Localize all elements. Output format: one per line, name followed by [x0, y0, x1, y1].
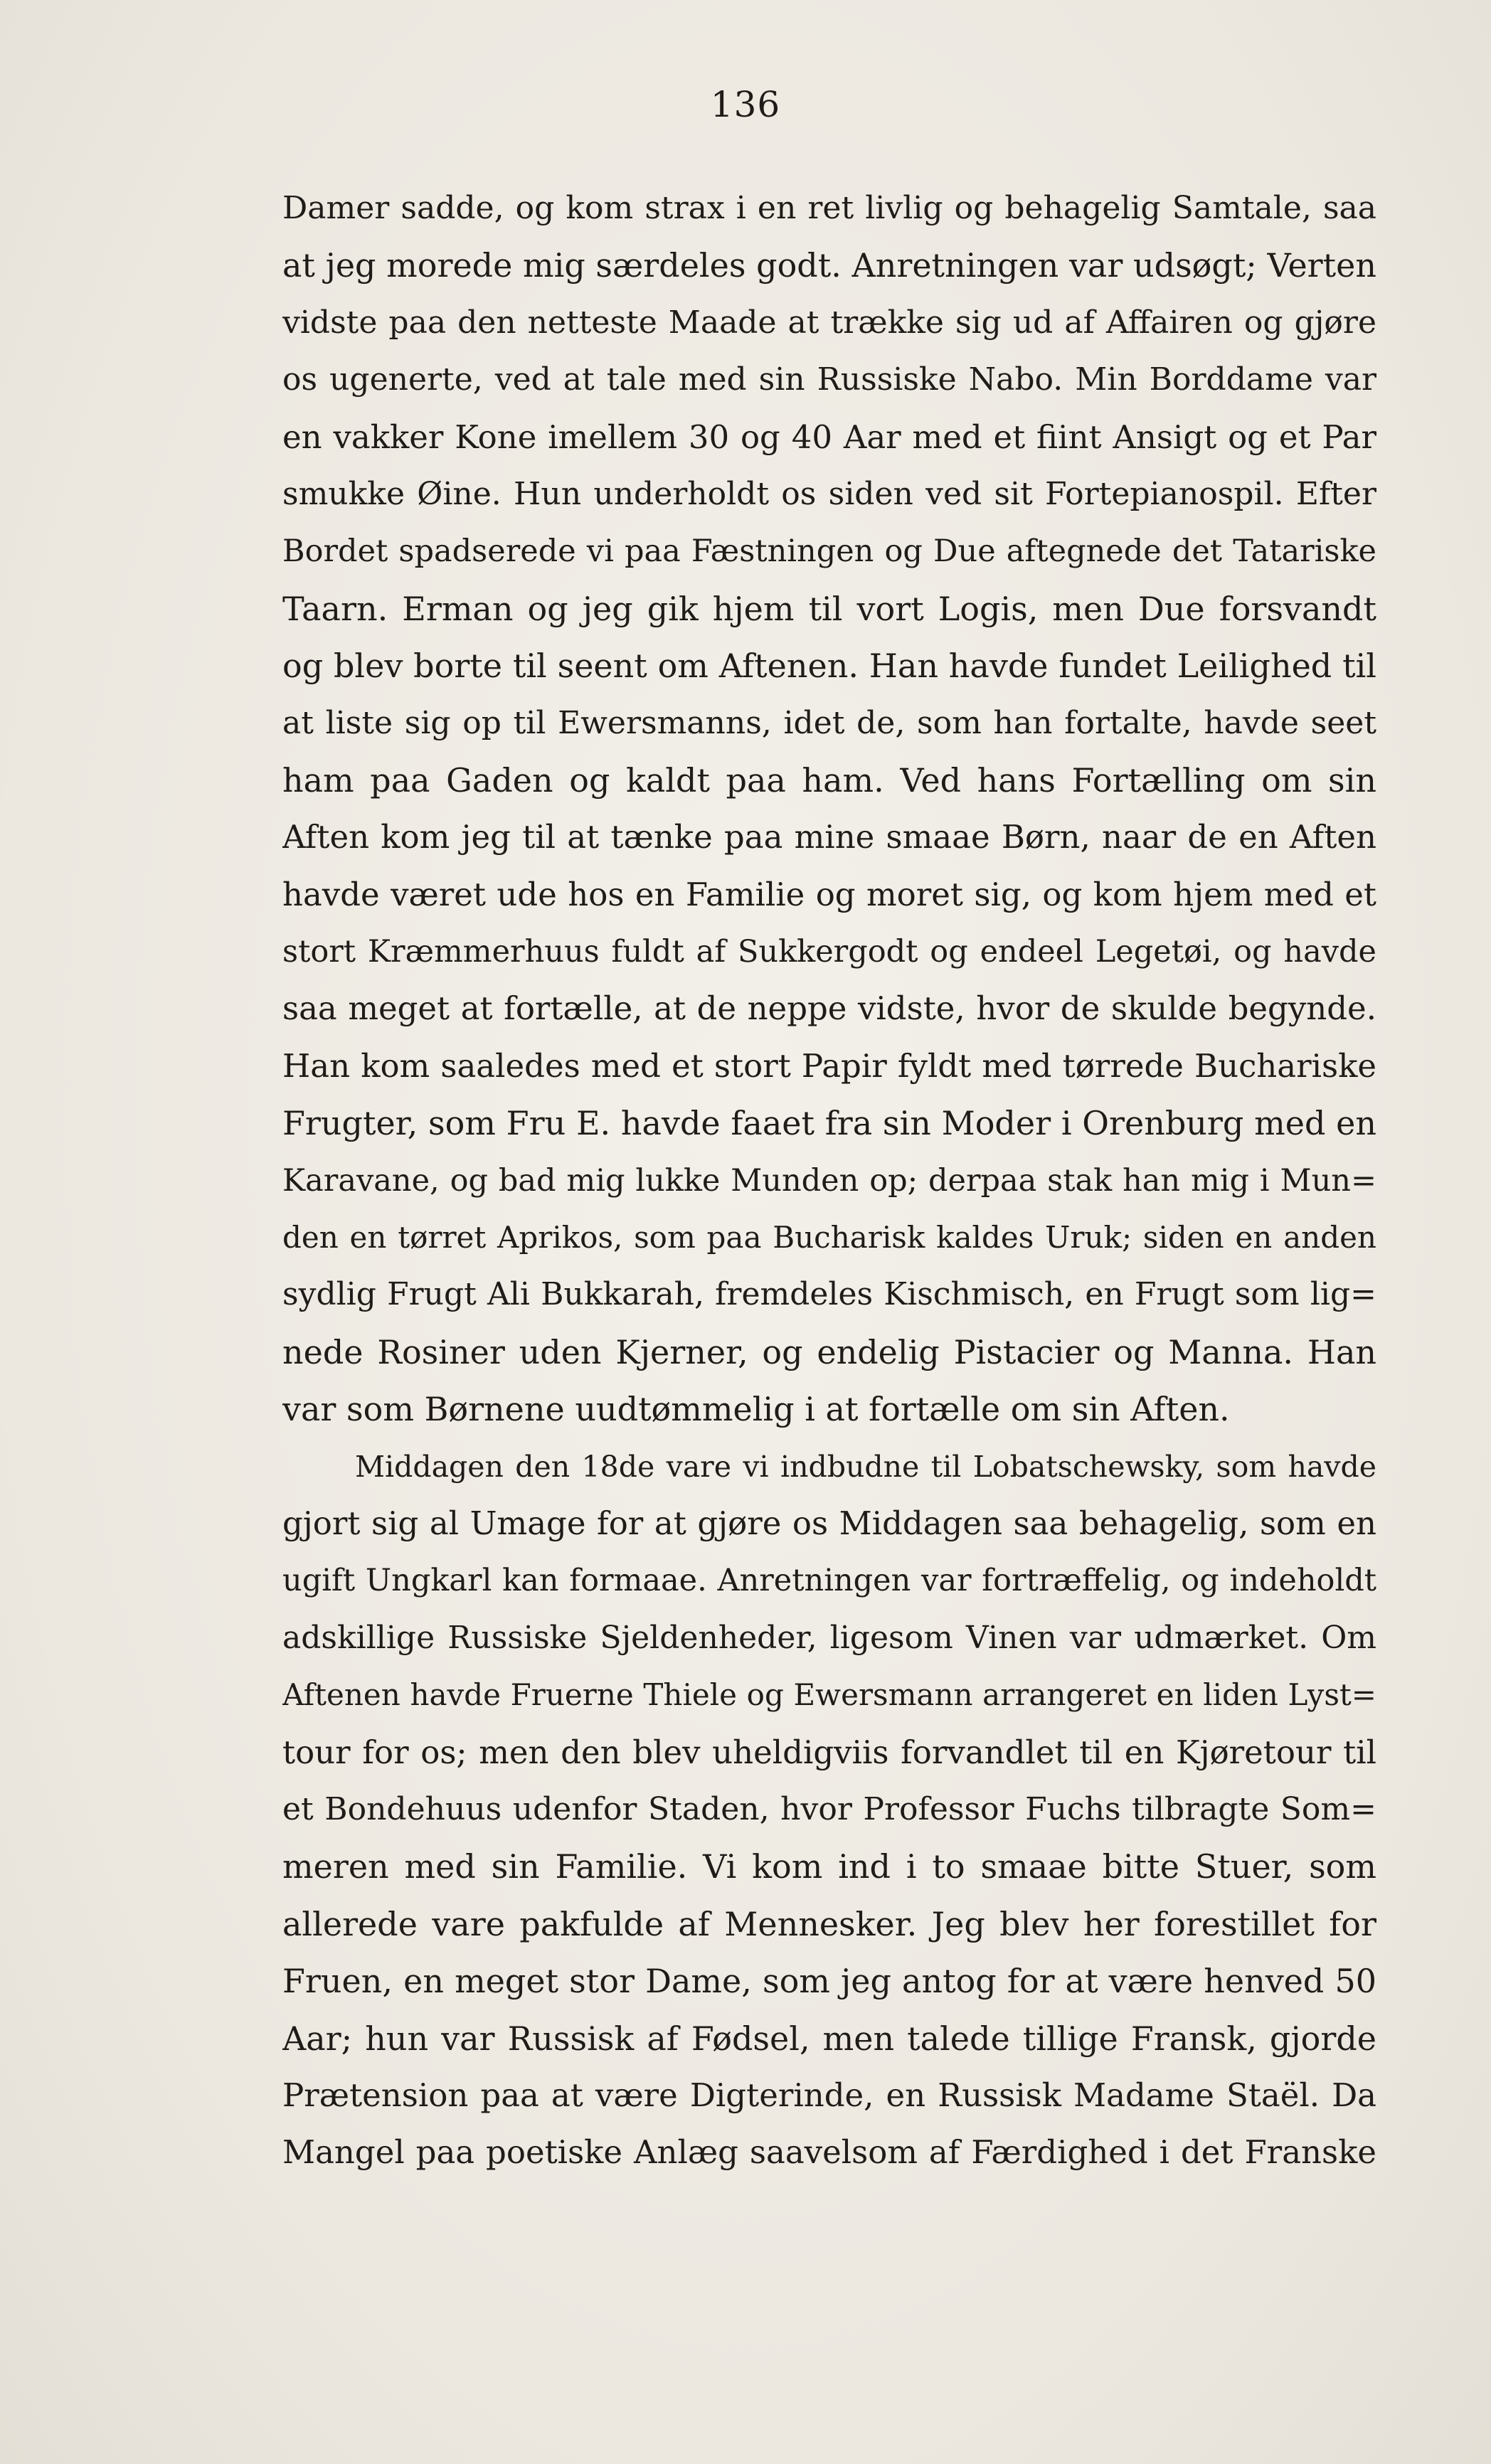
- text-line: og blev borte til seent om Aftenen. Han havde fundet Leilighed til: [282, 647, 1376, 686]
- text-line: var som Børnene uudtømmelig i at fortælle om sin Aften.: [282, 1390, 1230, 1429]
- text-line: Mangel paa poetiske Anlæg saavelsom af Færdighed i det Franske: [282, 2133, 1376, 2172]
- text-line: den en tørret Aprikos, som paa Bucharisk kaldes Uruk; siden en anden: [282, 1220, 1376, 1255]
- text-line: Karavane, og bad mig lukke Munden op; derpaa stak han mig i Mun=: [282, 1162, 1376, 1199]
- text-line: Prætension paa at være Digterinde, en Russisk Madame Staël. Da: [282, 2076, 1376, 2114]
- text-line: et Bondehuus udenfor Staden, hvor Professor Fuchs tilbragte Som=: [282, 1790, 1376, 1827]
- text-line: Aften kom jeg til at tænke paa mine smaae Børn, naar de en Aften: [282, 818, 1376, 856]
- text-line: adskillige Russiske Sjeldenheder, ligesom Vinen var udmærket. Om: [282, 1619, 1376, 1656]
- text-line: en vakker Kone imellem 30 og 40 Aar med et fiint Ansigt og et Par: [282, 418, 1376, 456]
- text-line: Taarn. Erman og jeg gik hjem til vort Logis, men Due forsvandt: [282, 589, 1376, 628]
- text-line: ham paa Gaden og kaldt paa ham. Ved hans Fortælling om sin: [282, 760, 1376, 800]
- text-line: Han kom saaledes med et stort Papir fyldt med tørrede Buchariske: [282, 1046, 1376, 1085]
- text-line: smukke Øine. Hun underholdt os siden ved sit Fortepianospil. Efter: [282, 475, 1376, 512]
- text-line: sydlig Frugt Ali Bukkarah, fremdeles Kischmisch, en Frugt som lig=: [282, 1276, 1376, 1313]
- body-text: [282, 180, 1376, 2182]
- text-line: os ugenerte, ved at tale med sin Russiske Nabo. Min Borddame var: [282, 361, 1376, 398]
- text-line: at jeg morede mig særdeles godt. Anretningen var udsøgt; Verten: [282, 246, 1376, 285]
- text-line: ugift Ungkarl kan formaae. Anretningen var fortræffelig, og indeholdt: [282, 1563, 1376, 1599]
- text-line: nede Rosiner uden Kjerner, og endelig Pistacier og Manna. Han: [282, 1332, 1376, 1371]
- text-line: meren med sin Familie. Vi kom ind i to smaae bitte Stuer, som: [282, 1847, 1376, 1886]
- text-line: saa meget at fortælle, at de neppe vidste, hvor de skulde begynde.: [282, 989, 1376, 1028]
- text-line: gjort sig al Umage for at gjøre os Middagen saa behagelig, som en: [282, 1504, 1376, 1542]
- text-line: Aftenen havde Fruerne Thiele og Ewersmann arrangeret en liden Lyst=: [282, 1677, 1376, 1713]
- page-number: 136: [710, 84, 781, 125]
- text-line: Aar; hun var Russisk af Fødsel, men talede tillige Fransk, gjorde: [282, 2019, 1376, 2058]
- text-line: havde været ude hos en Familie og moret sig, og kom hjem med et: [282, 875, 1376, 913]
- text-line: tour for os; men den blev uheldigviis forvandlet til en Kjøretour til: [282, 1733, 1376, 1771]
- text-line: Middagen den 18de vare vi indbudne til Lobatschewsky, som havde: [355, 1449, 1376, 1484]
- text-line: vidste paa den netteste Maade at trække sig ud af Affairen og gjøre: [282, 304, 1376, 341]
- text-line: Bordet spadserede vi paa Fæstningen og Due aftegnede det Tatariske: [282, 533, 1376, 570]
- text-line: Fruen, en meget stor Dame, som jeg antog for at være henved 50: [282, 1962, 1376, 2001]
- text-line: allerede vare pakfulde af Mennesker. Jeg blev her forestillet for: [282, 1904, 1376, 1943]
- text-line: Damer sadde, og kom strax i en ret livlig og behagelig Samtale, saa: [282, 190, 1376, 226]
- text-line: Frugter, som Fru E. havde faaet fra sin Moder i Orenburg med en: [282, 1104, 1376, 1143]
- text-line: at liste sig op til Ewersmanns, idet de, som han fortalte, havde seet: [282, 704, 1376, 741]
- text-line: stort Kræmmerhuus fuldt af Sukkergodt og endeel Legetøi, og havde: [282, 934, 1376, 970]
